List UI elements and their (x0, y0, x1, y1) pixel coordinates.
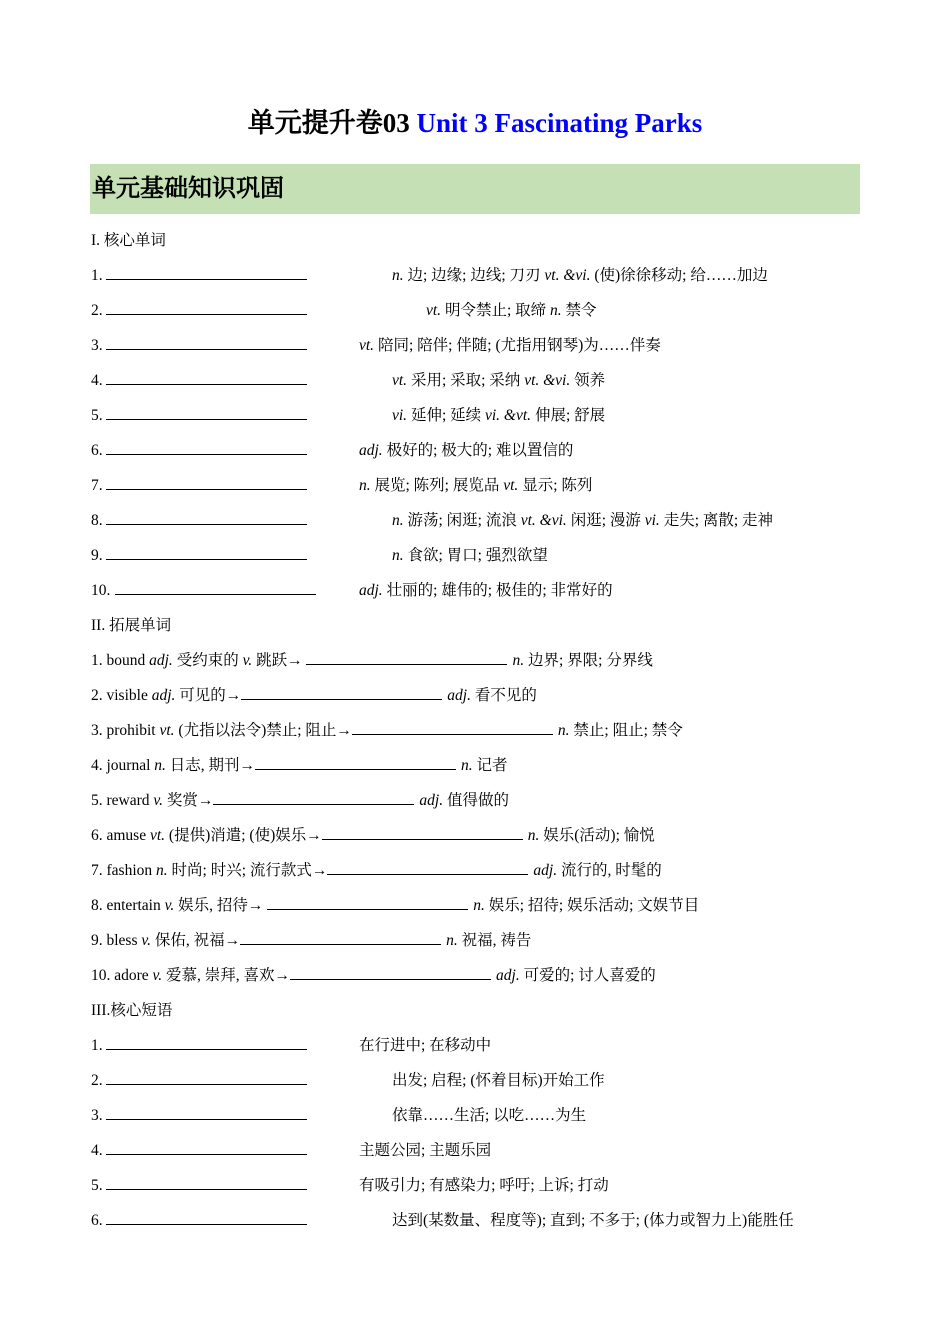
answer-blank[interactable] (106, 439, 307, 455)
word-item (91, 264, 307, 288)
item-number: 1. (91, 1037, 103, 1054)
item-number: 3. (91, 1107, 103, 1124)
def-text: 祝福, 祷告 (457, 932, 532, 949)
word-item (91, 369, 307, 393)
pos-label: n. (392, 547, 404, 564)
def-text: 3. prohibit (91, 722, 160, 739)
section-heading: III.核心短语 (91, 1002, 173, 1019)
answer-blank[interactable] (106, 1139, 307, 1155)
def-text: 娱乐; 招待; 娱乐活动; 文娱节目 (484, 897, 700, 914)
pos-label: vt. (392, 372, 408, 389)
def-text: 时尚; 时兴; 流行款式→ (167, 862, 328, 879)
item-number: 1. (91, 267, 103, 284)
answer-blank[interactable] (106, 544, 307, 560)
def-text: 跳跃→ (252, 652, 307, 669)
def-text: 边界; 界限; 分界线 (524, 652, 653, 669)
answer-blank[interactable] (106, 1034, 307, 1050)
expand-item (91, 859, 662, 883)
def-text: 娱乐(活动); 愉悦 (539, 827, 655, 844)
item-number: 7. (91, 477, 103, 494)
pos-label: n. (446, 932, 458, 949)
def-text: (尤指以法令)禁止; 阻止→ (174, 722, 352, 739)
pos-label: n. (154, 757, 166, 774)
item-number: 2. (91, 1072, 103, 1089)
answer-blank[interactable] (213, 789, 414, 805)
phrase-meaning: 出发; 启程; (怀着目标)开始工作 (392, 1072, 605, 1089)
word-item (91, 509, 307, 533)
phrase-item (91, 1104, 307, 1128)
pos-label: vt. &vi. (544, 267, 591, 284)
pos-label: n. (527, 827, 540, 844)
answer-blank[interactable] (106, 369, 307, 385)
phrase-meaning: 有吸引力; 有感染力; 呼吁; 上诉; 打动 (359, 1177, 609, 1194)
answer-blank[interactable] (106, 264, 307, 280)
phrase-item (91, 1209, 307, 1233)
phrase-item (91, 1174, 307, 1198)
page-title (0, 104, 950, 142)
def-text: 娱乐, 招待→ (174, 897, 268, 914)
word-item (91, 334, 307, 358)
definition (359, 439, 573, 463)
expand-item (91, 754, 508, 778)
expand-item (91, 789, 509, 813)
answer-blank[interactable] (115, 579, 316, 595)
item-number: 6. (91, 442, 103, 459)
expand-item (91, 929, 531, 953)
pos-label: v. (152, 967, 163, 984)
answer-blank[interactable] (327, 859, 528, 875)
word-item (91, 579, 316, 603)
def-text: 可见的→ (175, 687, 242, 704)
answer-blank[interactable] (106, 404, 307, 420)
title-cn: 单元提升卷03 (247, 108, 410, 138)
def-text: 受约束的 (172, 652, 243, 669)
pos-label: adj. (359, 582, 383, 599)
definition (359, 579, 613, 603)
pos-label: vt. (159, 722, 175, 739)
def-text: 5. reward (91, 792, 154, 809)
pos-label: adj. (496, 967, 520, 984)
banner-text: 单元基础知识巩固 (92, 176, 284, 202)
item-number: 5. (91, 1177, 103, 1194)
definition (392, 264, 768, 288)
def-text: 食欲; 胃口; 强烈欲望 (403, 547, 548, 564)
def-text: 明令禁止; 取缔 (441, 302, 550, 319)
item-number: 3. (91, 337, 103, 354)
answer-blank[interactable] (106, 1209, 307, 1225)
item-number: 4. (91, 1142, 103, 1159)
answer-blank[interactable] (290, 964, 491, 980)
answer-blank[interactable] (106, 1104, 307, 1120)
answer-blank[interactable] (267, 894, 468, 910)
def-text: 显示; 陈列 (518, 477, 593, 494)
definition (392, 544, 548, 568)
def-text: 展览; 陈列; 展览品 (370, 477, 504, 494)
answer-blank[interactable] (255, 754, 456, 770)
definition (392, 369, 605, 393)
word-item (91, 439, 307, 463)
answer-blank[interactable] (106, 1069, 307, 1085)
def-text: 壮丽的; 雄伟的; 极佳的; 非常好的 (382, 582, 613, 599)
answer-blank[interactable] (106, 474, 307, 490)
def-text: 2. visible (91, 687, 152, 704)
def-text: 9. bless (91, 932, 142, 949)
expand-item (91, 894, 699, 918)
pos-label: n. (461, 757, 473, 774)
def-text: 伸展; 舒展 (531, 407, 606, 424)
def-text: 走失; 离散; 走神 (659, 512, 774, 529)
answer-blank[interactable] (322, 824, 523, 840)
def-text: 爱慕, 崇拜, 喜欢→ (162, 967, 291, 984)
def-text: 日志, 期刊→ (165, 757, 256, 774)
pos-label: adj. (151, 687, 176, 704)
def-text: 禁止; 阻止; 禁令 (569, 722, 683, 739)
phrase-meaning: 在行进中; 在移动中 (359, 1037, 492, 1054)
def-text: 边; 边缘; 边线; 刀刃 (403, 267, 545, 284)
def-text: 7. fashion (91, 862, 157, 879)
pos-label: n. (557, 722, 570, 739)
pos-label: vt. &vi. (524, 372, 571, 389)
pos-label: vt. &vi. (520, 512, 567, 529)
section-heading: I. 核心单词 (91, 232, 166, 249)
phrase-meaning: 达到(某数量、程度等); 直到; 不多于; (体力或智力上)能胜任 (392, 1212, 794, 1229)
pos-label: vi. (644, 512, 660, 529)
pos-label: vi. &vt. (485, 407, 532, 424)
item-number: 9. (91, 547, 103, 564)
pos-label: n. (550, 302, 562, 319)
answer-blank[interactable] (106, 1174, 307, 1190)
definition (359, 334, 661, 358)
phrase-item (91, 1034, 307, 1058)
title-en: Unit 3 Fascinating Parks (416, 108, 703, 138)
answer-blank[interactable] (306, 649, 507, 665)
def-text: 奖赏→ (163, 792, 214, 809)
phrase-meaning: 主题公园; 主题乐园 (359, 1142, 492, 1159)
answer-blank[interactable] (352, 719, 553, 735)
item-number: 6. (91, 1212, 103, 1229)
expand-item (91, 824, 655, 848)
def-text: 延伸; 延续 (407, 407, 485, 424)
phrase-meaning: 依靠……生活; 以吃……为生 (392, 1107, 587, 1124)
def-text: 极好的; 极大的; 难以置信的 (382, 442, 574, 459)
pos-label: n. (392, 512, 404, 529)
def-text: 值得做的 (443, 792, 509, 809)
def-text: 闲逛; 漫游 (566, 512, 645, 529)
pos-label: adj. (533, 862, 558, 879)
section-banner (90, 164, 860, 214)
word-item (91, 404, 307, 428)
def-text: 1. bound (91, 652, 150, 669)
expand-item (91, 684, 537, 708)
pos-label: n. (359, 477, 371, 494)
def-text: 保佑, 祝福→ (150, 932, 241, 949)
item-number: 2. (91, 302, 103, 319)
def-text: 流行的, 时髦的 (557, 862, 662, 879)
pos-label: adj. (149, 652, 173, 669)
def-text: 看不见的 (470, 687, 537, 704)
answer-blank[interactable] (241, 684, 442, 700)
answer-blank[interactable] (240, 929, 441, 945)
pos-label: vi. (392, 407, 408, 424)
def-text: 领养 (570, 372, 606, 389)
pos-label: v. (153, 792, 164, 809)
definition (392, 509, 773, 533)
word-item (91, 544, 307, 568)
pos-label: adj. (359, 442, 383, 459)
item-number: 8. (91, 512, 103, 529)
def-text: 采用; 采取; 采纳 (407, 372, 525, 389)
definition (426, 299, 597, 323)
def-text: 可爱的; 讨人喜爱的 (519, 967, 656, 984)
def-text: 6. amuse (91, 827, 150, 844)
def-text: 8. entertain (91, 897, 165, 914)
pos-label: n. (512, 652, 525, 669)
answer-blank[interactable] (106, 509, 307, 525)
pos-label: n. (473, 897, 485, 914)
def-text: 陪同; 陪伴; 伴随; (尤指用钢琴)为……伴奏 (374, 337, 661, 354)
pos-label: adj. (447, 687, 471, 704)
pos-label: vt. (359, 337, 375, 354)
answer-blank[interactable] (106, 299, 307, 315)
def-text: 10. adore (91, 967, 153, 984)
expand-item (91, 719, 683, 743)
item-number: 5. (91, 407, 103, 424)
item-number: 10. (91, 582, 111, 599)
item-number: 4. (91, 372, 103, 389)
phrase-item (91, 1069, 307, 1093)
pos-label: n. (156, 862, 168, 879)
def-text: 4. journal (91, 757, 155, 774)
section-heading: II. 拓展单词 (91, 617, 172, 634)
pos-label: vt. (149, 827, 166, 844)
expand-item (91, 649, 653, 673)
word-item (91, 299, 307, 323)
pos-label: v. (141, 932, 151, 949)
def-text: 游荡; 闲逛; 流浪 (403, 512, 521, 529)
def-text: (使)徐徐移动; 给……加边 (590, 267, 768, 284)
pos-label: vt. (503, 477, 519, 494)
definition (359, 474, 592, 498)
pos-label: v. (242, 652, 253, 669)
def-text: (提供)消遣; (使)娱乐→ (165, 827, 322, 844)
definition (392, 404, 605, 428)
pos-label: vt. (426, 302, 442, 319)
def-text: 记者 (472, 757, 508, 774)
word-item (91, 474, 307, 498)
expand-item (91, 964, 656, 988)
pos-label: n. (392, 267, 404, 284)
answer-blank[interactable] (106, 334, 307, 350)
phrase-item (91, 1139, 307, 1163)
pos-label: v. (164, 897, 175, 914)
pos-label: adj. (419, 792, 444, 809)
def-text: 禁令 (561, 302, 597, 319)
